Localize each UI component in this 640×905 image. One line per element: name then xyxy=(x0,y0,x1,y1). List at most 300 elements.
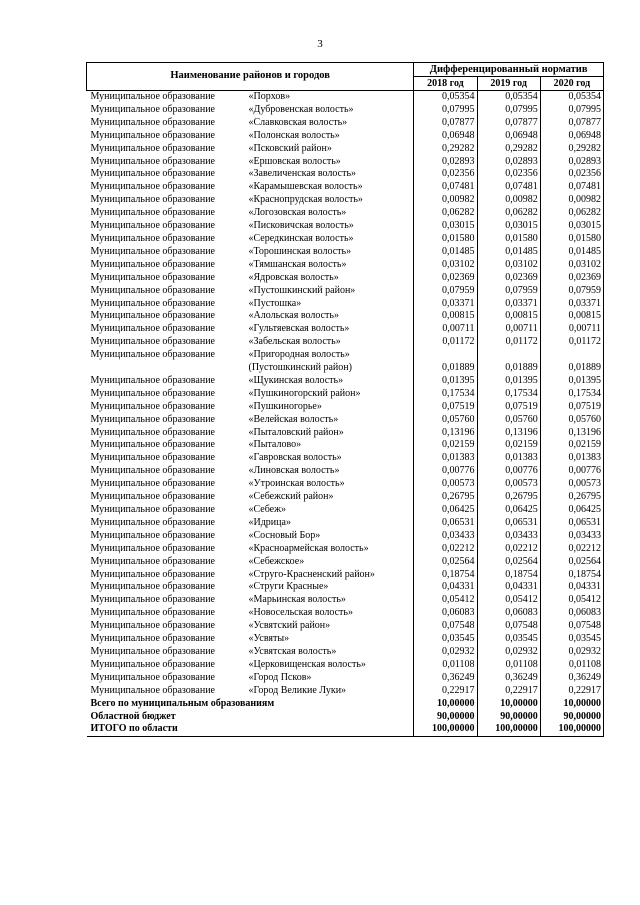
municipality-name: «Себежский район» xyxy=(248,491,334,503)
norm-value-cell: 0,00982 xyxy=(414,194,477,207)
municipality-line xyxy=(91,530,412,543)
municipality-name: «Усвятская волость» xyxy=(248,645,337,657)
table-row xyxy=(87,581,604,594)
norm-value-cell: 0,04331 xyxy=(540,581,603,594)
norm-value-cell: 0,06531 xyxy=(477,517,540,530)
page-number: 3 xyxy=(317,38,323,50)
municipality-name: «Пустошкинский район» xyxy=(248,284,356,296)
municipality-name: «Город Великие Луки» xyxy=(248,684,347,696)
municipality-cell xyxy=(87,646,414,659)
entity-type: Муниципальное образование xyxy=(90,658,215,670)
norm-value-cell: 0,07995 xyxy=(414,104,477,117)
municipality-line xyxy=(91,504,412,517)
municipality-name: «Середкинская волость» xyxy=(248,232,354,244)
table-row xyxy=(87,659,604,672)
norm-value-cell: 0,05760 xyxy=(540,414,603,427)
norm-value-cell: 0,29282 xyxy=(540,143,603,156)
norm-value-cell: 0,05354 xyxy=(414,91,477,104)
municipality-line xyxy=(91,246,412,259)
municipality-cell xyxy=(87,401,414,414)
municipality-line xyxy=(91,207,412,220)
municipality-name: «Сосновый Бор» xyxy=(248,529,321,541)
norm-value-cell: 0,01580 xyxy=(540,233,603,246)
municipality-line xyxy=(91,130,412,143)
municipality-line xyxy=(91,117,412,130)
total-label: Всего по муниципальным образованиям xyxy=(90,697,275,709)
norm-value-cell: 0,02356 xyxy=(477,168,540,181)
norm-column-header: Дифференцированный норматив xyxy=(414,63,604,77)
municipality-name: «Пыталовский район» xyxy=(248,426,344,438)
municipality-line xyxy=(91,646,412,659)
norm-value-cell: 0,01889 xyxy=(540,349,603,375)
norm-value-cell: 0,18754 xyxy=(477,569,540,582)
municipality-name: «Писковичская волость» xyxy=(248,220,354,232)
municipality-name: «Красноармейская волость» xyxy=(248,542,369,554)
table-row xyxy=(87,504,604,517)
norm-value-cell: 0,07995 xyxy=(477,104,540,117)
table-row xyxy=(87,491,604,504)
municipality-name: «Пустошка» xyxy=(248,297,302,309)
entity-type: Муниципальное образование xyxy=(90,529,215,541)
entity-type: Муниципальное образование xyxy=(90,684,215,696)
municipality-name-continued: (Пустошкинский район) xyxy=(248,362,352,374)
municipality-name: «Утроинская волость» xyxy=(248,478,345,490)
municipality-line xyxy=(91,672,412,685)
municipality-cell xyxy=(87,685,414,698)
municipality-name: «Дубровенская волость» xyxy=(248,103,354,115)
norm-value-cell: 0,05412 xyxy=(477,594,540,607)
norm-value-cell: 0,13196 xyxy=(540,427,603,440)
municipality-cell xyxy=(87,517,414,530)
norm-value-cell: 0,36249 xyxy=(414,672,477,685)
municipality-name: «Псковский район» xyxy=(248,142,332,154)
municipality-line xyxy=(91,375,412,388)
municipality-name: «Линовская волость» xyxy=(248,465,340,477)
entity-type: Муниципальное образование xyxy=(90,297,215,309)
norm-value-cell: 0,02564 xyxy=(540,556,603,569)
norm-value-cell: 0,02893 xyxy=(540,156,603,169)
norm-value-cell: 0,01580 xyxy=(477,233,540,246)
norm-value-cell: 0,00573 xyxy=(477,478,540,491)
norm-value-cell: 0,01108 xyxy=(477,659,540,672)
table-row xyxy=(87,452,604,465)
norm-value-cell: 0,01108 xyxy=(540,659,603,672)
norm-value-cell: 0,00573 xyxy=(414,478,477,491)
norm-value-cell: 0,07877 xyxy=(477,117,540,130)
municipality-cell xyxy=(87,207,414,220)
municipality-line xyxy=(91,594,412,607)
table-row xyxy=(87,465,604,478)
norm-value-cell: 0,01108 xyxy=(414,659,477,672)
norm-value-cell: 0,03102 xyxy=(540,259,603,272)
entity-type: Муниципальное образование xyxy=(90,516,215,528)
norm-value-cell: 0,18754 xyxy=(540,569,603,582)
norm-value-cell: 0,05412 xyxy=(414,594,477,607)
norm-value-cell: 0,02369 xyxy=(540,272,603,285)
norm-value-cell: 0,22917 xyxy=(477,685,540,698)
norm-value-cell: 0,06083 xyxy=(540,607,603,620)
municipality-cell xyxy=(87,143,414,156)
norm-value-cell: 0,00573 xyxy=(540,478,603,491)
municipality-name: «Гавровская волость» xyxy=(248,452,342,464)
entity-type: Муниципальное образование xyxy=(90,155,215,167)
municipality-cell xyxy=(87,336,414,349)
municipality-name: «Усвяты» xyxy=(248,633,290,645)
entity-type: Муниципальное образование xyxy=(90,194,215,206)
municipality-cell xyxy=(87,543,414,556)
municipality-cell xyxy=(87,104,414,117)
municipality-line xyxy=(91,298,412,311)
municipality-line xyxy=(91,181,412,194)
municipality-line xyxy=(91,465,412,478)
municipality-cell xyxy=(87,117,414,130)
norm-value-cell: 0,07519 xyxy=(540,401,603,414)
table-row xyxy=(87,246,604,259)
municipality-name: «Пыталово» xyxy=(248,439,302,451)
municipality-cell xyxy=(87,181,414,194)
municipality-name: «Краснопрудская волость» xyxy=(248,194,363,206)
entity-type: Муниципальное образование xyxy=(90,478,215,490)
norm-value-cell: 0,07519 xyxy=(477,401,540,414)
norm-value-cell: 0,17534 xyxy=(477,388,540,401)
entity-type: Муниципальное образование xyxy=(90,645,215,657)
norm-value-cell: 0,02932 xyxy=(414,646,477,659)
norm-value-cell: 0,00982 xyxy=(477,194,540,207)
norm-value-cell: 0,01395 xyxy=(540,375,603,388)
table-row xyxy=(87,194,604,207)
municipality-name: «Ядровская волость» xyxy=(248,271,339,283)
total-value-cell: 10,00000 xyxy=(477,698,540,711)
total-value-cell: 100,00000 xyxy=(414,723,477,736)
norm-value-cell: 0,26795 xyxy=(477,491,540,504)
table-row xyxy=(87,233,604,246)
norm-value-cell: 0,18754 xyxy=(414,569,477,582)
norm-value-cell: 0,06083 xyxy=(414,607,477,620)
norm-value-cell: 0,02159 xyxy=(477,439,540,452)
table-row xyxy=(87,117,604,130)
municipality-name: «Порхов» xyxy=(248,91,291,102)
entity-type: Муниципальное образование xyxy=(90,232,215,244)
table-row xyxy=(87,336,604,349)
norm-value-cell: 0,04331 xyxy=(414,581,477,594)
municipality-cell xyxy=(87,298,414,311)
total-label: ИТОГО по области xyxy=(87,723,414,736)
municipality-line xyxy=(91,427,412,440)
table-row xyxy=(87,427,604,440)
municipality-name: «Марьинская волость» xyxy=(248,594,346,606)
entity-type: Муниципальное образование xyxy=(90,400,215,412)
table-row xyxy=(87,285,604,298)
norm-value-cell: 0,06282 xyxy=(477,207,540,220)
norm-value-cell: 0,01172 xyxy=(540,336,603,349)
norm-value-cell: 0,03433 xyxy=(540,530,603,543)
table-row xyxy=(87,646,604,659)
municipality-line xyxy=(91,478,412,491)
entity-type: Муниципальное образование xyxy=(90,594,215,606)
municipality-cell xyxy=(87,620,414,633)
municipality-cell xyxy=(87,569,414,582)
table-row xyxy=(87,478,604,491)
municipality-cell xyxy=(87,272,414,285)
entity-type: Муниципальное образование xyxy=(90,142,215,154)
table-row xyxy=(87,530,604,543)
norm-value-cell: 0,05354 xyxy=(477,91,540,104)
municipality-cell xyxy=(87,323,414,336)
total-value-cell: 90,00000 xyxy=(540,711,603,724)
municipality-line xyxy=(91,543,412,556)
municipality-cell xyxy=(87,465,414,478)
total-value-cell: 10,00000 xyxy=(414,698,477,711)
table-row xyxy=(87,272,604,285)
table-row xyxy=(87,298,604,311)
norm-value-cell: 0,02893 xyxy=(477,156,540,169)
entity-type: Муниципальное образование xyxy=(90,245,215,257)
entity-type: Муниципальное образование xyxy=(90,168,215,180)
entity-type: Муниципальное образование xyxy=(90,181,215,193)
municipality-cell xyxy=(87,156,414,169)
norm-value-cell: 0,02356 xyxy=(414,168,477,181)
municipality-name: «Струги Красные» xyxy=(248,581,329,593)
entity-type: Муниципальное образование xyxy=(90,607,215,619)
entity-type: Муниципальное образование xyxy=(90,555,215,567)
municipality-line xyxy=(91,401,412,414)
municipality-name: «Струго-Красненский район» xyxy=(248,568,375,580)
entity-type: Муниципальное образование xyxy=(90,349,215,361)
table-row xyxy=(87,594,604,607)
municipality-cell xyxy=(87,220,414,233)
entity-type: Муниципальное образование xyxy=(90,465,215,477)
municipality-line xyxy=(91,581,412,594)
municipality-cell xyxy=(87,504,414,517)
norm-value-cell: 0,07481 xyxy=(477,181,540,194)
norm-value-cell: 0,02212 xyxy=(414,543,477,556)
total-value-cell: 90,00000 xyxy=(414,711,477,724)
norm-value-cell: 0,01383 xyxy=(477,452,540,465)
total-row xyxy=(87,698,604,711)
municipality-line xyxy=(91,143,412,156)
municipality-line xyxy=(91,349,412,362)
municipality-name: «Полонская волость» xyxy=(248,129,340,141)
municipality-name: «Пушкиногорский район» xyxy=(248,387,361,399)
norm-value-cell: 0,17534 xyxy=(414,388,477,401)
norm-value-cell: 0,07481 xyxy=(540,181,603,194)
municipality-cell xyxy=(87,130,414,143)
norm-value-cell: 0,03545 xyxy=(414,633,477,646)
table-row xyxy=(87,104,604,117)
norm-value-cell: 0,03545 xyxy=(477,633,540,646)
norm-value-cell: 0,00815 xyxy=(414,310,477,323)
municipality-cell xyxy=(87,452,414,465)
entity-type: Муниципальное образование xyxy=(90,633,215,645)
table-row xyxy=(87,349,604,375)
entity-type: Муниципальное образование xyxy=(90,310,215,322)
norm-value-cell: 0,06531 xyxy=(414,517,477,530)
norm-value-cell: 0,05760 xyxy=(414,414,477,427)
norm-value-cell: 0,00776 xyxy=(540,465,603,478)
municipality-name: «Славковская волость» xyxy=(248,116,348,128)
table-row xyxy=(87,543,604,556)
municipality-cell xyxy=(87,556,414,569)
norm-value-cell: 0,00711 xyxy=(414,323,477,336)
municipality-name: «Себеж» xyxy=(248,504,287,515)
municipality-cell xyxy=(87,349,414,375)
norm-value-cell: 0,00711 xyxy=(477,323,540,336)
municipality-name: «Пушкиногорье» xyxy=(248,400,322,412)
municipality-cell xyxy=(87,594,414,607)
municipality-name: «Ершовская волость» xyxy=(248,155,341,167)
norm-value-cell: 0,03015 xyxy=(540,220,603,233)
municipality-name: «Гультяевская волость» xyxy=(248,323,350,335)
municipality-cell xyxy=(87,530,414,543)
norm-value-cell: 0,02159 xyxy=(540,439,603,452)
norm-value-cell: 0,02356 xyxy=(540,168,603,181)
norm-value-cell: 0,00982 xyxy=(540,194,603,207)
norm-value-cell: 0,03371 xyxy=(540,298,603,311)
municipality-cell xyxy=(87,491,414,504)
norm-value-cell: 0,07519 xyxy=(414,401,477,414)
norm-value-cell: 0,06948 xyxy=(540,130,603,143)
norm-value-cell: 0,01172 xyxy=(477,336,540,349)
municipality-line xyxy=(91,414,412,427)
norm-value-cell: 0,36249 xyxy=(477,672,540,685)
entity-type: Муниципальное образование xyxy=(90,323,215,335)
norm-value-cell: 0,06425 xyxy=(540,504,603,517)
municipality-cell xyxy=(87,607,414,620)
municipality-cell xyxy=(87,478,414,491)
norm-value-cell: 0,06282 xyxy=(414,207,477,220)
municipality-name: «Себежское» xyxy=(248,555,305,567)
municipality-cell xyxy=(87,285,414,298)
entity-type: Муниципальное образование xyxy=(90,129,215,141)
table-row xyxy=(87,685,604,698)
norm-value-cell: 0,03371 xyxy=(477,298,540,311)
municipality-cell xyxy=(87,246,414,259)
municipality-cell xyxy=(87,91,414,104)
norm-value-cell: 0,06425 xyxy=(414,504,477,517)
table-row xyxy=(87,633,604,646)
total-label: Областной бюджет xyxy=(90,710,176,722)
norm-value-cell: 0,07548 xyxy=(477,620,540,633)
municipality-line xyxy=(91,272,412,285)
norm-value-cell: 0,03015 xyxy=(477,220,540,233)
table-row xyxy=(87,439,604,452)
municipality-name: «Тямшанская волость» xyxy=(248,258,347,270)
table-row xyxy=(87,401,604,414)
norm-value-cell: 0,02212 xyxy=(477,543,540,556)
norm-value-cell: 0,05412 xyxy=(540,594,603,607)
norm-value-cell: 0,00711 xyxy=(540,323,603,336)
norm-value-cell: 0,01485 xyxy=(414,246,477,259)
municipality-line xyxy=(91,452,412,465)
norm-value-cell: 0,26795 xyxy=(540,491,603,504)
norm-value-cell: 0,01485 xyxy=(540,246,603,259)
norm-value-cell: 0,01580 xyxy=(414,233,477,246)
year-header: 2018 год xyxy=(414,77,477,91)
municipality-name: «Алольская волость» xyxy=(248,310,339,322)
municipality-line xyxy=(91,220,412,233)
municipality-name: «Щукинская волость» xyxy=(248,374,344,386)
norm-value-cell: 0,01383 xyxy=(540,452,603,465)
norm-value-cell: 0,02369 xyxy=(477,272,540,285)
municipality-cell xyxy=(87,375,414,388)
municipality-name: «Город Псков» xyxy=(248,671,312,683)
entity-type: Муниципальное образование xyxy=(90,374,215,386)
norm-value-cell: 0,01889 xyxy=(477,349,540,375)
municipality-line xyxy=(91,323,412,336)
entity-type: Муниципальное образование xyxy=(90,581,215,593)
municipality-name: «Пригородная волость» xyxy=(248,349,350,361)
entity-type: Муниципальное образование xyxy=(90,542,215,554)
norm-value-cell: 0,06425 xyxy=(477,504,540,517)
norm-value-cell: 0,13196 xyxy=(477,427,540,440)
municipality-cell xyxy=(87,388,414,401)
norm-value-cell: 0,02159 xyxy=(414,439,477,452)
norm-value-cell: 0,22917 xyxy=(414,685,477,698)
municipality-cell xyxy=(87,414,414,427)
norm-table xyxy=(86,62,604,737)
table-row xyxy=(87,310,604,323)
norm-value-cell: 0,13196 xyxy=(414,427,477,440)
total-value-cell: 100,00000 xyxy=(540,723,603,736)
municipality-name: «Карамышевская волость» xyxy=(248,181,363,193)
total-value-cell: 100,00000 xyxy=(477,723,540,736)
municipality-line xyxy=(91,569,412,582)
norm-value-cell: 0,06083 xyxy=(477,607,540,620)
norm-value-cell: 0,02932 xyxy=(540,646,603,659)
municipality-cell xyxy=(87,233,414,246)
entity-type: Муниципальное образование xyxy=(90,258,215,270)
norm-value-cell: 0,02564 xyxy=(477,556,540,569)
entity-type: Муниципальное образование xyxy=(90,426,215,438)
norm-value-cell: 0,07959 xyxy=(414,285,477,298)
municipality-cell xyxy=(87,439,414,452)
entity-type: Муниципальное образование xyxy=(90,620,215,632)
norm-value-cell: 0,05354 xyxy=(540,91,603,104)
norm-value-cell: 0,03433 xyxy=(477,530,540,543)
municipality-line xyxy=(91,194,412,207)
table-row xyxy=(87,156,604,169)
norm-value-cell: 0,03545 xyxy=(540,633,603,646)
entity-type: Муниципальное образование xyxy=(90,271,215,283)
year-header: 2019 год xyxy=(477,77,540,91)
norm-value-cell: 0,07959 xyxy=(540,285,603,298)
municipality-line xyxy=(91,259,412,272)
norm-value-cell: 0,02564 xyxy=(414,556,477,569)
norm-value-cell: 0,00776 xyxy=(477,465,540,478)
municipality-line xyxy=(91,633,412,646)
municipality-line xyxy=(91,659,412,672)
municipality-cell xyxy=(87,310,414,323)
table-row xyxy=(87,556,604,569)
municipality-line xyxy=(91,285,412,298)
municipality-line xyxy=(91,168,412,181)
municipality-line xyxy=(91,233,412,246)
table-row xyxy=(87,259,604,272)
table-row xyxy=(87,181,604,194)
municipality-line xyxy=(91,156,412,169)
norm-value-cell: 0,01889 xyxy=(414,349,477,375)
entity-type: Муниципальное образование xyxy=(90,413,215,425)
table-row xyxy=(87,91,604,104)
municipality-cell xyxy=(87,259,414,272)
table-row xyxy=(87,607,604,620)
norm-value-cell: 0,29282 xyxy=(477,143,540,156)
norm-value-cell: 0,03102 xyxy=(477,259,540,272)
norm-value-cell: 0,00815 xyxy=(477,310,540,323)
name-column-header: Наименование районов и городов xyxy=(87,63,414,91)
table-row xyxy=(87,414,604,427)
entity-type: Муниципальное образование xyxy=(90,387,215,399)
